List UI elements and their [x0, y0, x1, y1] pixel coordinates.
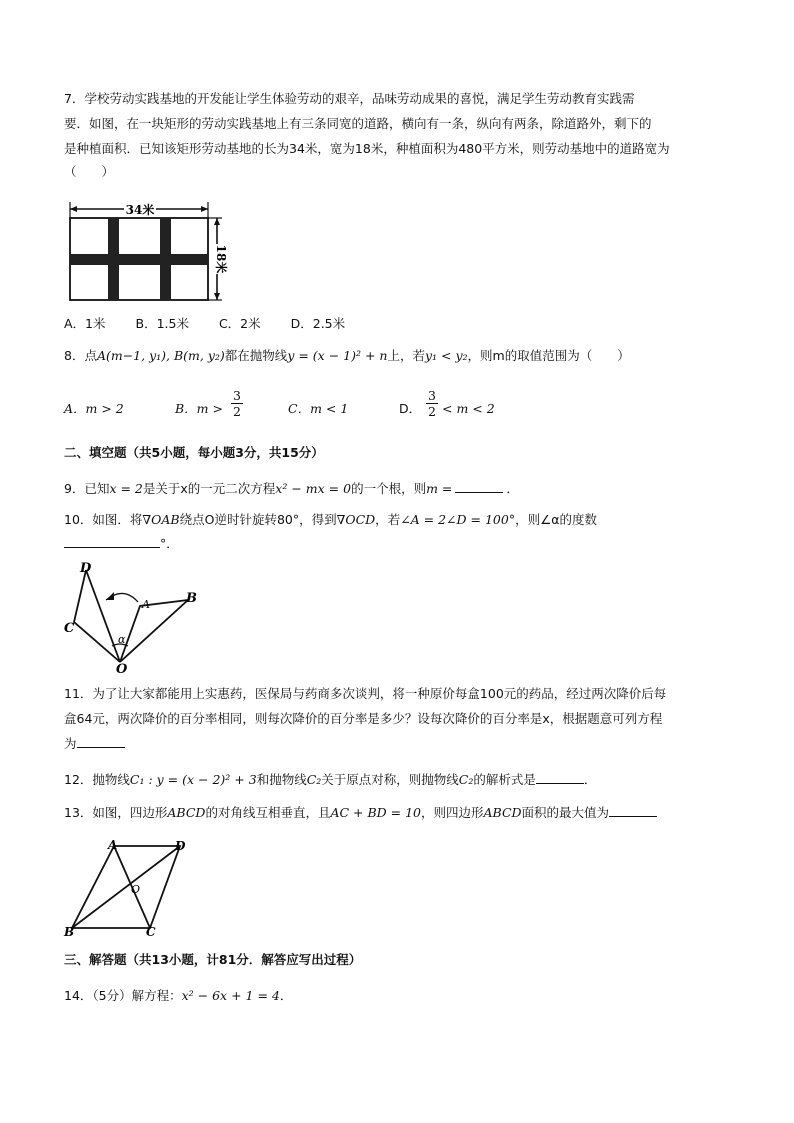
- label-c: C: [64, 621, 75, 636]
- q9-math: m =: [426, 481, 453, 496]
- q12-math: C₂: [306, 772, 322, 787]
- label-o: O: [116, 662, 128, 674]
- q9-text: [64, 480, 519, 498]
- q14-text-part: 14．（5分）解方程：: [64, 988, 182, 1003]
- q8-stem-part: 8．点: [64, 348, 97, 363]
- label-c: C: [146, 925, 156, 939]
- q10-text-part: 绕点O逆时针旋转80°，得到: [179, 512, 337, 527]
- height-label: 18米: [214, 244, 228, 274]
- q7-options: [64, 315, 371, 333]
- q13-text-part: 13．如图，四边形: [64, 805, 168, 820]
- fraction-numerator: 3: [426, 388, 438, 404]
- label-a: A: [142, 598, 150, 611]
- q8-stem: [64, 347, 630, 365]
- q13-math: ABCD: [483, 805, 522, 820]
- q13-text-part: 面积的最大值为: [521, 805, 610, 820]
- q8-points-math: A(m−1, y₁), B(m, y₂): [96, 348, 225, 363]
- q14-equation: x² − 6x + 1 = 4: [181, 988, 280, 1003]
- q12-math: C₂: [458, 772, 474, 787]
- q10-text-part: ，则∠α的度数: [515, 512, 598, 527]
- q10-text-part: 10．如图．将: [64, 512, 143, 527]
- q10-math: ∇OAB: [142, 512, 180, 527]
- q11-text-part: 为: [64, 736, 77, 751]
- fraction-denominator: 2: [428, 404, 436, 419]
- q9-math: x² − mx = 0: [275, 481, 352, 496]
- q9-text-part: ．: [506, 481, 519, 496]
- q9-text-part: 9．已知: [64, 481, 110, 496]
- q7-text-line-1: 7．学校劳动实践基地的开发能让学生体验劳动的艰辛，品味劳动成果的喜悦，满足学生劳动教育实践需: [64, 91, 635, 106]
- q8-option-d-fraction: [426, 388, 438, 419]
- q10-text-part: °．: [160, 536, 179, 551]
- q11-text-line-2: 盒64元，两次降价的百分率相同，则每次降价的百分率是多少？设每次降价的百分率是x，根据题意可列方程: [64, 711, 663, 726]
- q7-option-b[interactable]: B．1.5米: [135, 316, 189, 331]
- q8-stem-part: ，则m的取值范围为（ ）: [467, 348, 630, 363]
- q7-option-c[interactable]: C．2米: [218, 316, 261, 331]
- q8-option-c[interactable]: C．m < 1: [288, 401, 349, 416]
- fraction-numerator: 3: [231, 388, 243, 404]
- q8-option-b-fraction: [231, 388, 243, 419]
- q10-text: [64, 511, 597, 529]
- q7-option-a[interactable]: A．1米: [64, 316, 106, 331]
- label-d: D: [80, 562, 92, 576]
- q8-stem-part: 都在抛物线: [224, 348, 288, 363]
- q12-text-part: 12．抛物线: [64, 772, 130, 787]
- q7-answer-paren: （ ）: [64, 164, 115, 179]
- q9-math: x = 2: [109, 481, 143, 496]
- q10-rotation-figure: [62, 562, 212, 674]
- q12-answer-blank[interactable]: [536, 783, 584, 784]
- triangle-oab: [120, 600, 188, 662]
- label-b: B: [186, 591, 197, 606]
- q14-text: [64, 987, 292, 1005]
- q8-inequality-math: y₁ < y₂: [424, 348, 468, 363]
- q10-answer-line: [64, 535, 179, 553]
- q8-stem-part: 上，若: [387, 348, 425, 363]
- q10-math: ∠A = 2∠D = 100°: [400, 512, 516, 527]
- q8-option-a[interactable]: A．m > 2: [64, 401, 124, 416]
- q12-math: C₁ : y = (x − 2)² + 3: [129, 772, 257, 787]
- q13-quadrilateral-figure: [62, 836, 202, 942]
- label-a: A: [108, 838, 118, 852]
- q10-answer-blank[interactable]: [64, 547, 160, 548]
- q11-text-line-1: 11．为了让大家都能用上实惠药，医保局与药商多次谈判，将一种原价每盒100元的药品，经过两次降价后每: [64, 686, 667, 701]
- q8-option-d-text: < m < 2: [442, 401, 495, 416]
- label-b: B: [64, 925, 75, 939]
- q12-text: [64, 771, 596, 789]
- fraction-denominator: 2: [233, 404, 241, 419]
- diagonal-bd: [72, 846, 180, 928]
- q8-option-b[interactable]: [175, 400, 223, 418]
- q9-text-part: 是关于x的一元二次方程: [142, 481, 276, 496]
- q13-answer-blank[interactable]: [609, 816, 657, 817]
- q12-text-part: 关于原点对称，则抛物线: [321, 772, 459, 787]
- q11-answer-blank[interactable]: [77, 747, 125, 748]
- section-3-heading: 三、解答题（共13小题，计81分．解答应写出过程）: [64, 952, 362, 967]
- q11-text-line-3: [64, 735, 125, 753]
- q13-text-part: ，则四边形: [421, 805, 484, 820]
- q12-text-part: 和抛物线: [256, 772, 307, 787]
- label-o: O: [131, 883, 141, 896]
- width-label: 34米: [125, 203, 155, 217]
- q7-field-figure: [62, 196, 232, 306]
- q10-text-part: ，若: [375, 512, 401, 527]
- triangle-ocd: [74, 570, 120, 662]
- q13-math: ABCD: [167, 805, 206, 820]
- section-2-heading: 二、填空题（共5小题，每小题3分，共15分）: [64, 445, 324, 460]
- q9-answer-blank[interactable]: [455, 492, 503, 493]
- q14-text-part: ．: [279, 988, 293, 1003]
- q8-option-d-label: D．: [399, 401, 422, 416]
- label-alpha: α: [118, 633, 126, 646]
- q7-text-line-3: 是种植面积．已知该矩形劳动基地的长为34米，宽为18米，种植面积为480平方米，则劳动基地中的道路宽为: [64, 141, 670, 156]
- q13-text: [64, 804, 657, 822]
- q13-text-part: 的对角线互相垂直，且: [205, 805, 331, 820]
- q12-text-part: 的解析式是: [473, 772, 536, 787]
- horizontal-road: [70, 254, 208, 265]
- q8-option-b-text: B．m >: [175, 401, 223, 416]
- q12-text-part: ．: [583, 772, 597, 787]
- q7-option-d[interactable]: D．2.5米: [290, 316, 346, 331]
- q9-text-part: 的一个根，则: [351, 481, 427, 496]
- q8-parabola-math: y = (x − 1)² + n: [287, 348, 388, 363]
- q7-text-line-2: 要．如图，在一块矩形的劳动实践基地上有三条同宽的道路，横向有一条，纵向有两条，除道路外，剩下的: [64, 116, 652, 131]
- label-d: D: [175, 839, 186, 853]
- q13-math: AC + BD = 10: [330, 805, 421, 820]
- q8-option-d[interactable]: [399, 400, 421, 418]
- q10-math: ∇OCD: [336, 512, 376, 527]
